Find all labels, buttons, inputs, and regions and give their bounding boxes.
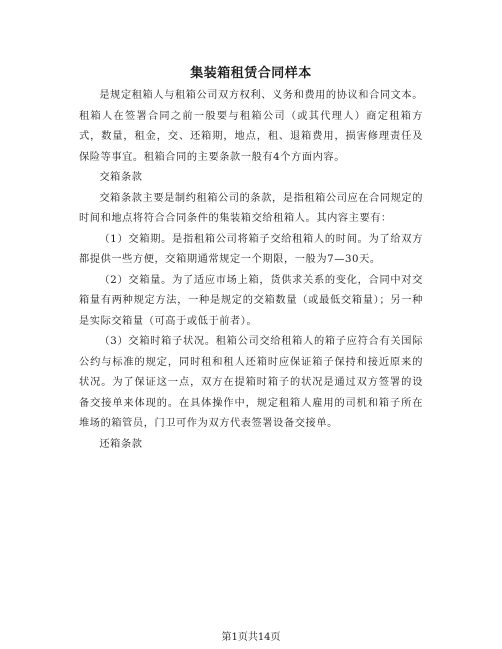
paragraph: 交箱条款主要是制约租箱公司的条款，是指租箱公司应在合同规定的时间和地点将符合合同条件的集装箱交给租箱人。其内容主要有： xyxy=(79,192,424,224)
page-number: 第1页共14页 xyxy=(221,632,281,643)
paragraph: （1）交箱期。是指租箱公司将箱子交给租箱人的时间。为了给双方都提供一些方便，交箱期通常规定一个期限，一般为7—30天。 xyxy=(79,233,423,265)
document-body xyxy=(79,86,423,455)
document-title: 集装箱租赁合同样本 xyxy=(190,66,312,81)
section-heading: 交箱条款 xyxy=(99,172,143,183)
paragraph: 是规定租箱人与租箱公司双方权利、义务和费用的协议和合同文本。租箱人在签署合同之前一般要与租箱公司（或其代理人）商定租箱方式，数量，租金，交、还箱期，地点，租、退箱费用，损害修理责任及保险等事宜。租箱合同的主要条款一般有4个方面内容。 xyxy=(79,90,424,163)
paragraph: （2）交箱量。为了适应市场上箱，货供求关系的变化，合同中对交箱量有两种规定方法，一种是规定的交箱数量（或最低交箱量）；另一种是实际交箱量（可高于或低于前者）。 xyxy=(79,274,423,327)
paragraph: （3）交箱时箱子状况。租箱公司交给租箱人的箱子应符合有关国际公约与标准的规定，同时租和租人还箱时应保证箱子保持和接近原来的状况。为了保证这一点，双方在提箱时箱子的状况是通过双方签署的设备交接单来体现的。在具体操作中，规定租箱人雇用的司机和箱子所在堆场的箱管员，门卫可作为双方代表签署设备交接单。 xyxy=(79,336,423,429)
section-heading: 还箱条款 xyxy=(99,438,143,450)
